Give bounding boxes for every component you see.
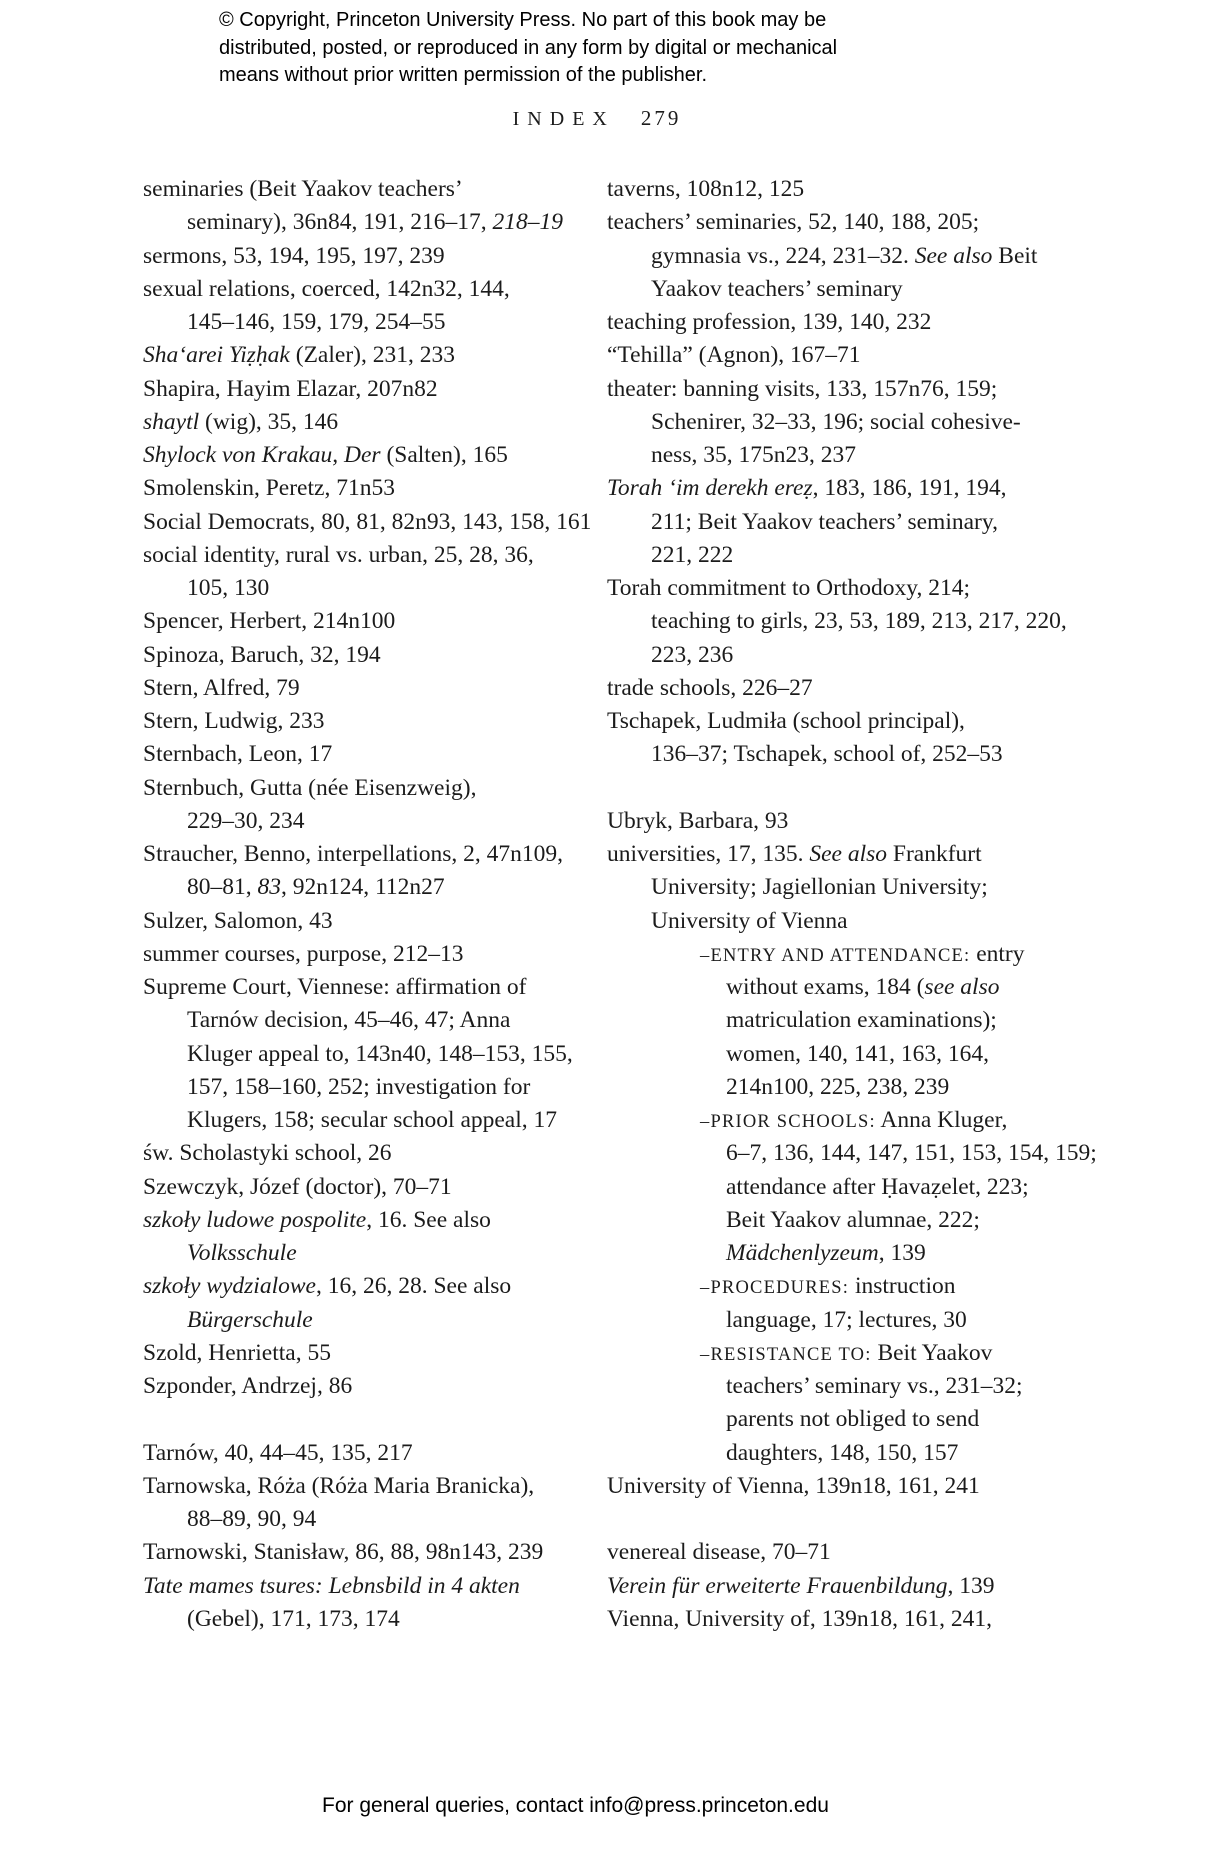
index-line [651,506,1097,539]
index-line-segment: , 16. See also [366,1206,491,1233]
copyright-notice [219,7,837,90]
index-line-segment: Straucher, Benno, interpellations, 2, 47n109, [143,841,564,867]
index-line-segment: Beit Yaakov [871,1339,993,1366]
index-line [607,805,1097,838]
index-line-segment: See also [914,242,993,269]
index-line [187,1071,613,1104]
index-line-segment: entry [970,940,1025,967]
index-line-segment: see also [924,974,1000,1000]
index-title: INDEX [512,108,615,130]
index-line [187,206,613,239]
index-line [651,639,1097,672]
index-line-segment: Sternbach, Leon, 17 [143,741,333,768]
index-line-segment: Beit [992,242,1038,269]
index-line [607,1470,1097,1503]
index-line-segment: 214n100, 225, 238, 239 [726,1073,950,1100]
index-line-segment: Klugers, 158; secular school appeal, 17 [187,1107,558,1133]
index-line-segment: 88–89, 90, 94 [187,1506,317,1532]
page-number: 279 [640,106,682,130]
index-line [143,1270,613,1303]
index-line-segment: gymnasia vs., 224, 231–32. [651,242,915,269]
index-line-segment: –ENTRY AND ATTENDANCE: [700,945,971,966]
index-line [651,871,1097,904]
index-line-segment: Tarnów decision, 45–46, 47; Anna [187,1007,511,1034]
index-line [726,1403,1097,1436]
index-line-segment: 6–7, 136, 144, 147, 151, 153, 154, 159; [726,1140,1097,1167]
index-line [607,173,1097,206]
index-line [187,805,613,838]
index-line [187,871,613,904]
index-line [143,938,613,971]
index-line [187,1603,613,1636]
index-line [143,240,613,273]
index-line-segment: szkoły wydzialowe [143,1273,316,1300]
index-line-segment: Spinoza, Baruch, 32, 194 [143,641,381,668]
index-line [607,672,1097,705]
index-line-segment: Sternbuch, Gutta (née Eisenzweig), [143,774,477,801]
index-line-segment: Stern, Ludwig, 233 [143,708,325,734]
index-line [143,738,613,771]
index-line [143,1536,613,1569]
index-line-segment: Mädchenlyzeum [726,1240,879,1266]
index-line [187,1004,613,1037]
index-line-segment: instruction [849,1273,956,1300]
index-line [651,406,1097,439]
index-line [726,971,1097,1004]
index-line [187,1038,613,1071]
index-line [700,1337,1097,1370]
index-line [651,905,1097,938]
index-line [700,938,1097,971]
index-line [187,1304,613,1337]
index-line-segment: 221, 222 [651,541,734,568]
index-line-segment: Ubryk, Barbara, 93 [607,807,789,834]
index-line-segment: daughters, 148, 150, 157 [726,1439,959,1466]
index-line-segment: theater: banning visits, 133, 157n76, 159; [607,375,998,402]
index-line-segment: , 16, 26, 28. See also [315,1273,512,1300]
index-line [143,971,613,1004]
blank-line [143,1403,613,1436]
index-line-segment: teachers’ seminary vs., 231–32; [726,1373,1023,1399]
index-line [143,1137,613,1170]
index-line-segment: Torah ‘im derekh ereẓ [607,475,813,502]
index-line [607,838,1097,871]
index-line-segment: Torah commitment to Orthodoxy, 214; [607,575,970,601]
index-line-segment: szkoły ludowe pospolite [143,1206,367,1233]
index-line [726,1038,1097,1071]
index-line-segment: universities, 17, 135. [607,841,810,867]
index-line-segment: Tarnów, 40, 44–45, 135, 217 [143,1439,413,1466]
index-line-segment: Smolenskin, Peretz, 71n53 [143,475,395,502]
index-line [726,1171,1097,1204]
index-line-segment: without exams, 184 ( [726,974,925,1000]
index-line [607,206,1097,239]
index-line-segment: 157, 158–160, 252; investigation for [187,1073,531,1100]
index-line [651,539,1097,572]
index-line-segment: Kluger appeal to, 143n40, 148–153, 155, [187,1040,573,1067]
index-line [143,1204,613,1237]
index-line-segment: 136–37; Tschapek, school of, 252–53 [651,741,1003,768]
index-line [726,1004,1097,1037]
index-line [143,373,613,406]
index-line-segment: Frankfurt [887,841,982,867]
index-line [143,705,613,738]
index-line-segment: 145–146, 159, 179, 254–55 [187,309,446,335]
index-line-segment: 229–30, 234 [187,807,305,834]
index-line [607,373,1097,406]
copyright-line: distributed, posted, or reproduced in any form by digital or mechanical [219,36,838,59]
index-line [700,1104,1097,1137]
index-line [143,1370,613,1403]
page-header [0,106,1194,131]
index-line-segment: św. Scholastyki school, 26 [143,1140,392,1167]
index-line [726,1437,1097,1470]
index-line-segment: Stern, Alfred, 79 [143,674,300,701]
index-line-segment: language, 17; lectures, 30 [726,1306,967,1333]
index-line [187,572,613,605]
index-line-segment: parents not obliged to send [726,1406,980,1433]
index-line-segment: , 183, 186, 191, 194, [812,475,1007,502]
index-line-segment: Beit Yaakov alumnae, 222; [726,1206,980,1233]
index-line [607,339,1097,372]
index-line [143,639,613,672]
index-line [726,1237,1097,1270]
index-line [143,339,613,372]
index-line-segment: sermons, 53, 194, 195, 197, 239 [143,242,445,269]
index-line-segment: Sulzer, Salomon, 43 [143,907,333,934]
index-line [187,306,613,339]
index-line [651,738,1097,771]
index-line-segment: Schenirer, 32–33, 196; social cohesive- [651,408,1021,435]
index-line [607,306,1097,339]
index-line-segment: –PROCEDURES: [700,1278,850,1299]
index-line [607,1570,1097,1603]
index-line-segment: (wig), 35, 146 [199,408,339,435]
index-line-segment: 211; Beit Yaakov teachers’ seminary, [651,508,998,535]
index-column-right [607,173,1097,1636]
index-line [651,273,1097,306]
index-line-segment: shaytl [143,408,200,435]
index-line [143,905,613,938]
index-line [143,1171,613,1204]
index-line-segment: University of Vienna, 139n18, 161, 241 [607,1472,980,1499]
copyright-line: © Copyright, Princeton University Press. No part of this book may be [219,9,827,31]
index-line-segment: Bürgerschule [187,1306,313,1333]
index-line [143,605,613,638]
index-line [143,439,613,472]
index-line [607,1603,1097,1636]
index-line-segment: trade schools, 226–27 [607,674,813,701]
index-line-segment: attendance after Ḥavaẓelet, 223; [726,1173,1029,1200]
index-line [143,772,613,805]
index-line-segment: Anna Kluger, [875,1107,1008,1133]
index-line [651,439,1097,472]
index-line-segment: Vienna, University of, 139n18, 161, 241, [607,1605,992,1632]
index-line-segment: Yaakov teachers’ seminary [651,275,903,302]
footer-contact: For general queries, contact info@press.princeton.edu [322,1794,829,1817]
index-line-segment: Tarnowski, Stanisław, 86, 88, 98n143, 239 [143,1539,544,1566]
index-line-segment: seminaries (Beit Yaakov teachers’ [143,176,463,202]
index-line [187,1237,613,1270]
index-line-segment: 80–81, [187,874,258,901]
index-line-segment: matriculation examinations); [726,1007,997,1034]
index-line-segment: See also [809,841,888,867]
index-line [187,1104,613,1137]
index-line-segment: teaching profession, 139, 140, 232 [607,309,932,335]
index-line [726,1071,1097,1104]
index-line [651,240,1097,273]
index-line [726,1304,1097,1337]
index-line [726,1204,1097,1237]
index-line [607,472,1097,505]
index-line-segment: summer courses, purpose, 212–13 [143,940,464,967]
index-line-segment: Verein für erweiterte Frauenbildung [607,1572,948,1599]
index-line-segment: (Salten), 165 [380,442,508,468]
index-line [726,1137,1097,1170]
index-line [143,672,613,705]
index-line-segment: Spencer, Herbert, 214n100 [143,608,396,635]
index-line-segment: , 92n124, 112n27 [281,874,445,901]
index-line-segment: Tate mames tsures: Lebnsbild in 4 akten [143,1572,520,1599]
index-line [143,472,613,505]
blank-line [607,772,1097,805]
index-line-segment: Tarnowska, Róża (Róża Maria Branicka), [143,1472,535,1499]
index-line-segment: taverns, 108n12, 125 [607,176,805,202]
index-line-segment: Sha‘arei Yiẓḥak [143,342,290,369]
index-line-segment: “Tehilla” (Agnon), 167–71 [607,342,861,369]
index-line-segment: Social Democrats, 80, 81, 82n93, 143, 158, 161 [143,508,592,535]
index-line [187,1503,613,1536]
index-line [143,173,613,206]
index-line-segment: teaching to girls, 23, 53, 189, 213, 217, 220, [651,608,1067,635]
index-line [607,572,1097,605]
index-line-segment: 105, 130 [187,575,270,601]
index-line-segment: women, 140, 141, 163, 164, [726,1040,990,1067]
index-line-segment: 223, 236 [651,641,734,668]
index-line-segment: (Zaler), 231, 233 [289,342,455,369]
index-line [143,838,613,871]
index-line [143,1470,613,1503]
index-line-segment: Volksschule [187,1240,297,1266]
index-line-segment: Tschapek, Ludmiła (school principal), [607,708,965,734]
index-line-segment: Szewczyk, Józef (doctor), 70–71 [143,1173,452,1200]
index-line [143,506,613,539]
index-line-segment: Szold, Henrietta, 55 [143,1339,331,1366]
index-line [143,539,613,572]
index-line-segment: , 139 [947,1572,995,1599]
index-line [143,1570,613,1603]
index-line [143,406,613,439]
blank-line [607,1503,1097,1536]
index-line-segment: venereal disease, 70–71 [607,1539,831,1566]
index-line-segment: University of Vienna [651,907,848,934]
index-line-segment: social identity, rural vs. urban, 25, 28, 36, [143,541,534,568]
index-line-segment: Szponder, Andrzej, 86 [143,1373,353,1399]
index-line-segment: 218–19 [492,209,563,236]
index-line-segment: Shylock von Krakau, Der [143,442,381,468]
index-line-segment: sexual relations, coerced, 142n32, 144, [143,275,510,302]
index-line [726,1370,1097,1403]
index-line-segment: Supreme Court, Viennese: affirmation of [143,974,527,1000]
index-line-segment: seminary), 36n84, 191, 216–17, [187,209,493,236]
index-line [143,1337,613,1370]
index-line-segment: University; Jagiellonian University; [651,874,988,901]
index-line-segment: –RESISTANCE TO: [700,1344,872,1365]
index-line-segment: Shapira, Hayim Elazar, 207n82 [143,375,438,402]
index-line-segment: teachers’ seminaries, 52, 140, 188, 205; [607,209,980,236]
index-column-left [143,173,613,1636]
index-line [143,1437,613,1470]
index-line-segment: 83 [257,874,281,901]
index-line-segment: –PRIOR SCHOOLS: [700,1112,876,1132]
index-line-segment: (Gebel), 171, 173, 174 [187,1605,400,1632]
index-line-segment: , 139 [878,1240,926,1266]
index-line [607,705,1097,738]
index-line [700,1270,1097,1303]
index-line [143,273,613,306]
index-line [607,1536,1097,1569]
index-line [651,605,1097,638]
index-line-segment: ness, 35, 175n23, 237 [651,442,856,468]
copyright-line: means without prior written permission of the publisher. [219,64,708,86]
